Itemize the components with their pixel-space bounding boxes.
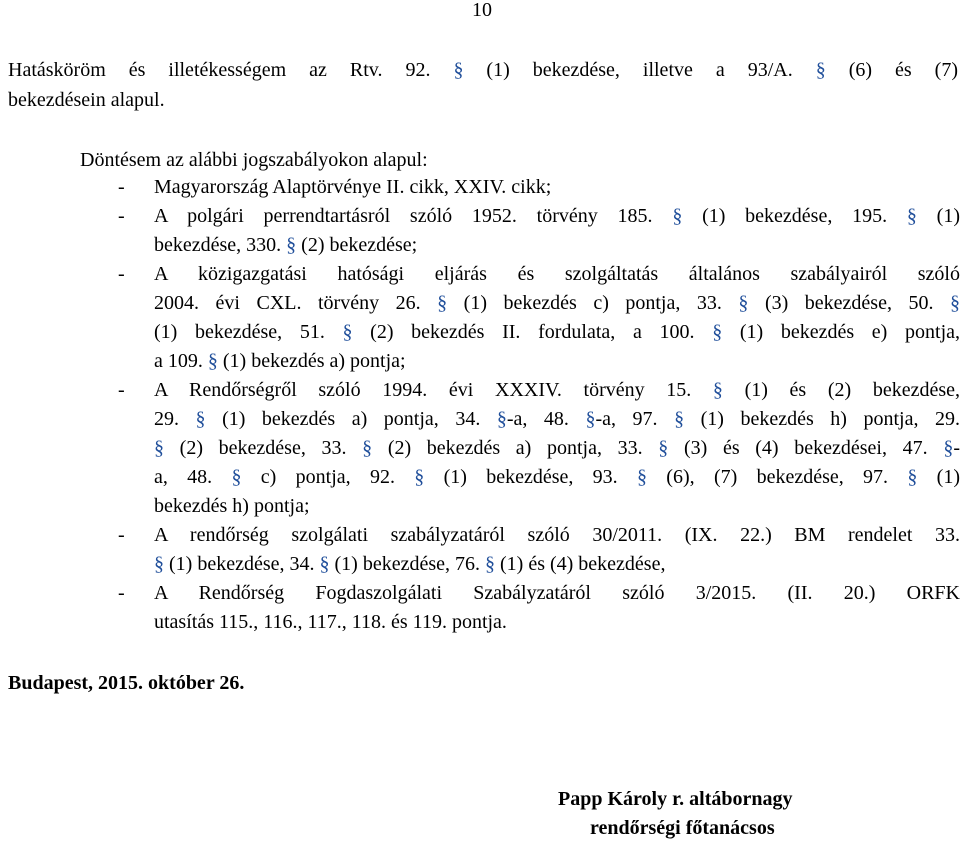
section-mark: § [950, 292, 960, 314]
list-item-line: A polgári perrendtartásról szóló 1952. törvény 185. § (1) bekezdése, 195. § (1) [154, 205, 960, 227]
section-mark: § [154, 437, 164, 459]
section-mark: § [286, 234, 297, 256]
list-item-line: A Rendőrségről szóló 1994. évi XXXIV. törvény 15. § (1) és (2) bekezdése, [154, 379, 960, 401]
section-mark: § [207, 350, 218, 372]
section-mark: § [496, 408, 507, 430]
list-dash: - [118, 524, 125, 546]
intro-line-2: bekezdésein alapul. [8, 89, 165, 111]
list-dash: - [118, 379, 125, 401]
section-mark: § [674, 408, 685, 430]
section-mark: § [815, 59, 826, 81]
section-mark: § [943, 437, 954, 459]
signature-name: Papp Károly r. altábornagy [558, 788, 793, 810]
list-item-line: Magyarország Alaptörvénye II. cikk, XXIV. cikk; [154, 176, 552, 198]
list-item-line: a 109. § (1) bekezdés a) pontja; [154, 350, 406, 372]
list-item-line: (1) bekezdése, 51. § (2) bekezdés II. fordulata, a 100. § (1) bekezdés e) pontja, [154, 321, 960, 343]
list-dash: - [118, 205, 125, 227]
section-mark: § [414, 466, 425, 488]
list-item-line: utasítás 115., 116., 117., 118. és 119. pontja. [154, 611, 507, 633]
section-mark: § [585, 408, 596, 430]
section-mark: § [154, 553, 164, 575]
list-item-line: A közigazgatási hatósági eljárás és szolgáltatás általános szabályairól szóló [154, 263, 960, 285]
section-mark: § [437, 292, 448, 314]
intro-line-1: Hatásköröm és illetékességem az Rtv. 92. § (1) bekezdése, illetve a 93/A. § (6) és (7) [8, 59, 958, 81]
list-dash: - [118, 176, 125, 198]
section-mark: § [195, 408, 206, 430]
list-item-line: 29. § (1) bekezdés a) pontja, 34. §-a, 48. §-a, 97. § (1) bekezdés h) pontja, 29. [154, 408, 960, 430]
section-mark: § [362, 437, 373, 459]
section-mark: § [712, 379, 723, 401]
list-item-line: A Rendőrség Fogdaszolgálati Szabályzatáról szóló 3/2015. (II. 20.) ORFK [154, 582, 960, 604]
section-mark: § [453, 59, 464, 81]
section-mark: § [672, 205, 683, 227]
section-mark: § [342, 321, 353, 343]
legal-basis-heading: Döntésem az alábbi jogszabályokon alapul: [80, 149, 428, 171]
list-dash: - [118, 582, 125, 604]
signature-title: rendőrségi főtanácsos [590, 817, 775, 839]
section-mark: § [231, 466, 242, 488]
section-mark: § [712, 321, 723, 343]
list-dash: - [118, 263, 125, 285]
section-mark: § [319, 553, 330, 575]
section-mark: § [485, 553, 495, 575]
list-item-line: § (2) bekezdése, 33. § (2) bekezdés a) pontja, 33. § (3) és (4) bekezdései, 47. §- [154, 437, 960, 459]
section-mark: § [738, 292, 749, 314]
section-mark: § [907, 466, 918, 488]
list-item-line: a, 48. § c) pontja, 92. § (1) bekezdése, 93. § (6), (7) bekezdése, 97. § (1) [154, 466, 960, 488]
page-number: 10 [472, 0, 492, 21]
list-item-line: § (1) bekezdése, 34. § (1) bekezdése, 76. § (1) és (4) bekezdése, [154, 553, 666, 575]
section-mark: § [658, 437, 669, 459]
list-item-line: bekezdés h) pontja; [154, 495, 310, 517]
list-item-line: 2004. évi CXL. törvény 26. § (1) bekezdés c) pontja, 33. § (3) bekezdése, 50. § [154, 292, 960, 314]
place-date: Budapest, 2015. október 26. [8, 672, 245, 694]
section-mark: § [906, 205, 917, 227]
section-mark: § [637, 466, 647, 488]
list-item-line: bekezdése, 330. § (2) bekezdése; [154, 234, 418, 256]
list-item-line: A rendőrség szolgálati szabályzatáról szóló 30/2011. (IX. 22.) BM rendelet 33. [154, 524, 960, 546]
